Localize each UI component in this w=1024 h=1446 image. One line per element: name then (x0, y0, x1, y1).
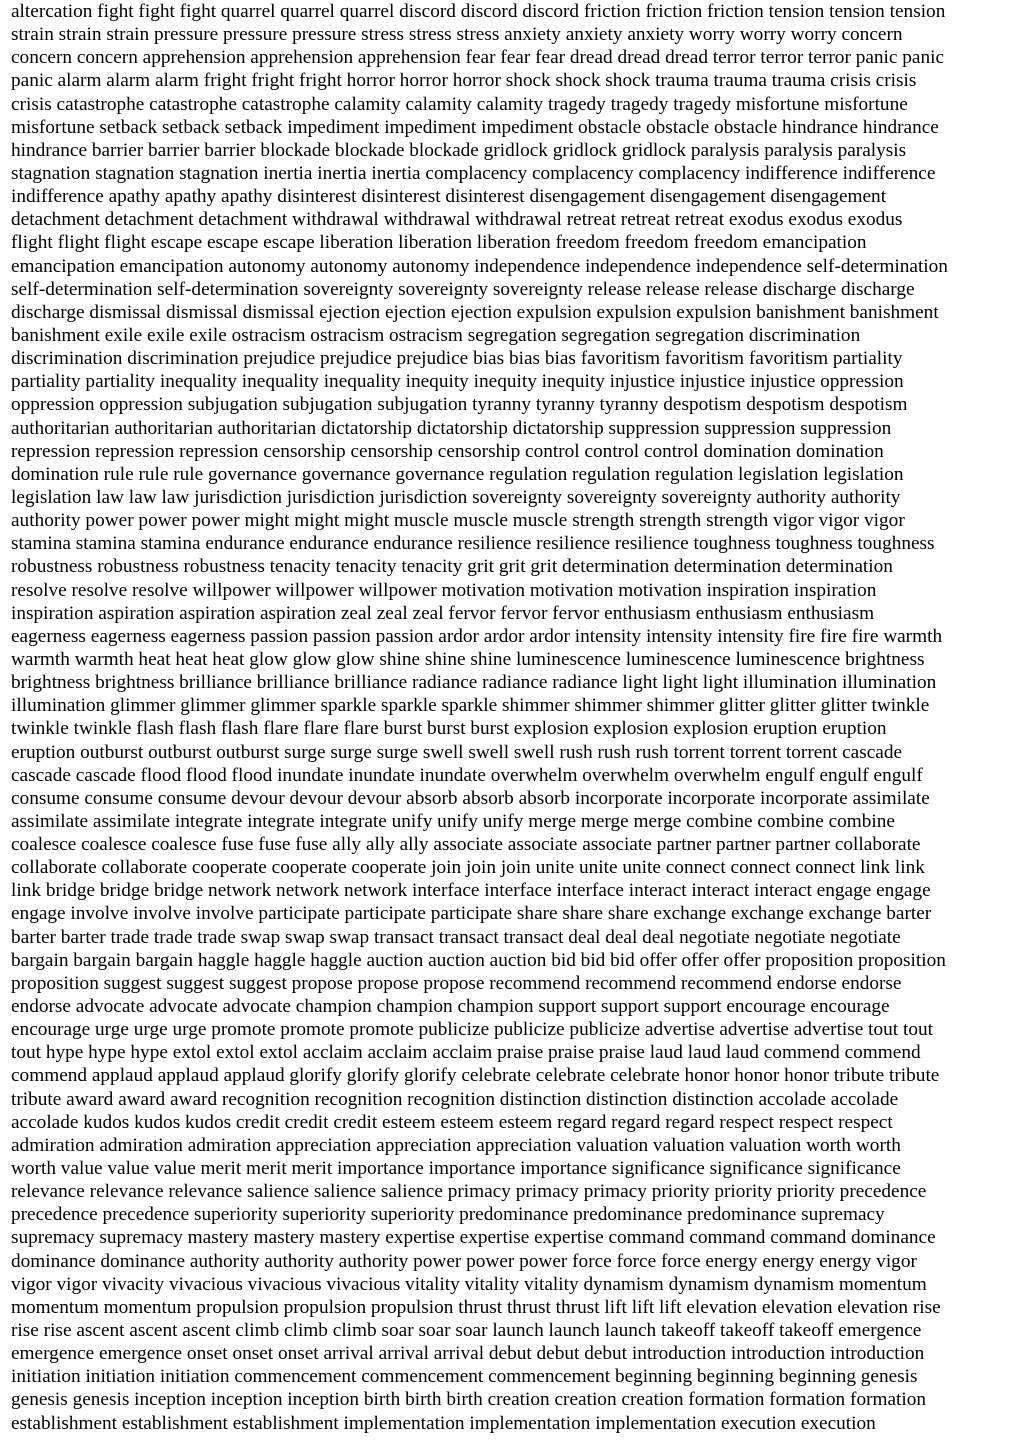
text-line: proposition suggest suggest suggest propose propose propose recommend recommend recommend endorse endorse (11, 972, 902, 994)
text-line: illumination glimmer glimmer glimmer sparkle sparkle sparkle shimmer shimmer shimmer glitter glitter glitter twinkle (11, 695, 930, 717)
text-line: brightness brightness brilliance brilliance brilliance radiance radiance radiance light light light illumination illumination (11, 672, 937, 694)
text-line: hindrance barrier barrier barrier blockade blockade blockade gridlock gridlock gridlock paralysis paralysis paralysis (11, 139, 907, 161)
text-line: panic alarm alarm alarm fright fright fright horror horror horror shock shock shock trauma trauma trauma crisis crisis (11, 70, 917, 92)
text-line: collaborate collaborate cooperate cooperate cooperate join join join unite unite unite connect connect connect link link (11, 857, 925, 879)
text-line: indifference apathy apathy apathy disinterest disinterest disinterest disengagement disengagement disengagement (11, 186, 887, 208)
text-line: relevance relevance relevance salience salience salience primacy primacy primacy priority priority priority precedence (11, 1181, 927, 1203)
text-line: misfortune setback setback setback impediment impediment impediment obstacle obstacle obstacle hindrance hindrance (11, 116, 939, 138)
text-line: encourage urge urge urge promote promote promote publicize publicize publicize advertise advertise advertise tout tout (11, 1019, 933, 1041)
text-line: tribute award award award recognition recognition recognition distinction distinction distinction accolade accolade (11, 1088, 899, 1110)
text-line: self-determination self-determination sovereignty sovereignty sovereignty release release release discharge discharge (11, 278, 915, 300)
text-line: repression repression repression censorship censorship censorship control control control domination domination (11, 440, 884, 462)
text-line: precedence precedence superiority superiority superiority predominance predominance predominance supremacy (11, 1204, 885, 1226)
text-line: consume consume consume devour devour devour absorb absorb absorb incorporate incorporate incorporate assimilate (11, 787, 930, 809)
text-line: barter barter trade trade trade swap swap swap transact transact transact deal deal deal negotiate negotiate negotiate (11, 926, 901, 948)
text-line: endorse advocate advocate advocate champion champion champion support support support encourage encourage (11, 996, 890, 1018)
text-line: crisis catastrophe catastrophe catastrophe calamity calamity calamity tragedy tragedy tragedy misfortune misfortune (11, 93, 908, 115)
text-line: initiation initiation initiation commencement commencement commencement beginning beginning beginning genesis (11, 1366, 918, 1388)
text-line: warmth warmth heat heat heat glow glow glow shine shine shine luminescence luminescence luminescence brightness (11, 648, 925, 670)
text-line: accolade kudos kudos kudos credit credit credit esteem esteem esteem regard regard regard respect respect respect (11, 1111, 893, 1133)
text-line: emancipation emancipation autonomy autonomy autonomy independence independence independence self-determination (11, 255, 948, 277)
text-line: concern concern apprehension apprehension apprehension fear fear fear dread dread dread terror terror terror panic panic (11, 47, 945, 69)
text-line: strain strain strain pressure pressure pressure stress stress stress anxiety anxiety anxiety worry worry worry concern (11, 24, 903, 46)
text-line: link bridge bridge bridge network network network interface interface interface interact interact interact engage engage (11, 880, 931, 902)
text-line: discharge dismissal dismissal dismissal ejection ejection ejection expulsion expulsion expulsion banishment banishment (11, 301, 939, 323)
text-line: bargain bargain bargain haggle haggle haggle auction auction auction bid bid bid offer offer offer proposition proposition (11, 949, 946, 971)
text-line: altercation fight fight fight quarrel quarrel quarrel discord discord discord friction friction friction tension tension tension (11, 1, 946, 22)
text-line: engage involve involve involve participate participate participate share share share exchange exchange exchange barter (11, 903, 932, 925)
text-line: discrimination discrimination prejudice prejudice prejudice bias bias bias favoritism favoritism favoritism partiality (11, 348, 903, 370)
text-line: banishment exile exile exile ostracism ostracism ostracism segregation segregation segregation discrimination (11, 324, 861, 346)
text-line: partiality partiality inequality inequality inequality inequity inequity inequity injustice injustice injustice oppression (11, 371, 904, 393)
text-line: resolve resolve resolve willpower willpower willpower motivation motivation motivation inspiration inspiration (11, 579, 877, 601)
text-line: inspiration aspiration aspiration aspiration zeal zeal zeal fervor fervor fervor enthusiasm enthusiasm enthusiasm (11, 602, 875, 624)
text-line: tout hype hype hype extol extol extol acclaim acclaim acclaim praise praise praise laud laud laud commend commend (11, 1042, 921, 1064)
text-line: authority power power power might might might muscle muscle muscle strength strength strength vigor vigor vigor (11, 510, 905, 532)
text-line: dominance dominance authority authority authority power power power force force force energy energy energy vigor (11, 1250, 917, 1272)
text-line: stamina stamina stamina endurance endurance endurance resilience resilience resilience toughness toughness toughness (11, 533, 935, 555)
text-line: vigor vigor vivacity vivacious vivacious vivacious vitality vitality vitality dynamism dynamism dynamism momentum (11, 1273, 927, 1295)
text-line: rise rise ascent ascent ascent climb climb climb soar soar soar launch launch launch takeoff takeoff takeoff emergence (11, 1320, 922, 1342)
text-line: flight flight flight escape escape escape liberation liberation liberation freedom freedom freedom emancipation (11, 232, 867, 254)
text-line: eagerness eagerness eagerness passion passion passion ardor ardor ardor intensity intensity intensity fire fire fire warmth (11, 625, 943, 647)
text-line: cascade cascade flood flood flood inundate inundate inundate overwhelm overwhelm overwhelm engulf engulf engulf (11, 764, 923, 786)
text-line: admiration admiration admiration appreciation appreciation appreciation valuation valuation valuation worth worth (11, 1134, 901, 1156)
text-line: supremacy supremacy mastery mastery mastery expertise expertise expertise command command command dominance (11, 1227, 936, 1249)
text-line: assimilate assimilate integrate integrate integrate unify unify unify merge merge merge combine combine combine (11, 810, 895, 832)
text-line: detachment detachment detachment withdrawal withdrawal withdrawal retreat retreat retreat exodus exodus exodus (11, 209, 903, 231)
text-line: worth value value value merit merit merit importance importance importance significance significance significance (11, 1158, 901, 1180)
text-line: domination rule rule rule governance governance governance regulation regulation regulation legislation legislation (11, 463, 904, 485)
text-line: robustness robustness robustness tenacity tenacity tenacity grit grit grit determination determination determination (11, 556, 893, 578)
text-line: eruption outburst outburst outburst surge surge surge swell swell swell rush rush rush torrent torrent torrent cascade (11, 741, 903, 763)
text-line: emergence emergence onset onset onset arrival arrival arrival debut debut debut introduction introduction introduction (11, 1343, 925, 1365)
text-line: commend applaud applaud applaud glorify glorify glorify celebrate celebrate celebrate honor honor honor tribute tribute (11, 1065, 940, 1087)
text-line: authoritarian authoritarian authoritarian dictatorship dictatorship dictatorship suppression suppression suppression (11, 417, 892, 439)
text-line: legislation law law law jurisdiction jurisdiction jurisdiction sovereignty sovereignty sovereignty authority authority (11, 486, 901, 508)
text-line: oppression oppression subjugation subjugation subjugation tyranny tyranny tyranny despotism despotism despotism (11, 394, 908, 416)
text-line: stagnation stagnation stagnation inertia inertia inertia complacency complacency complacency indifference indifference (11, 162, 936, 184)
text-line: genesis genesis inception inception inception birth birth birth creation creation creation formation formation formation (11, 1389, 927, 1411)
text-line: coalesce coalesce coalesce fuse fuse fuse ally ally ally associate associate associate partner partner partner collaborate (11, 834, 921, 856)
text-line: establishment establishment establishment implementation implementation implementation execution execution (11, 1412, 876, 1434)
text-line: momentum momentum propulsion propulsion propulsion thrust thrust thrust lift lift lift elevation elevation elevation rise (11, 1296, 941, 1318)
text-line: twinkle twinkle flash flash flash flare flare flare burst burst burst explosion explosion explosion eruption eruption (11, 718, 887, 740)
